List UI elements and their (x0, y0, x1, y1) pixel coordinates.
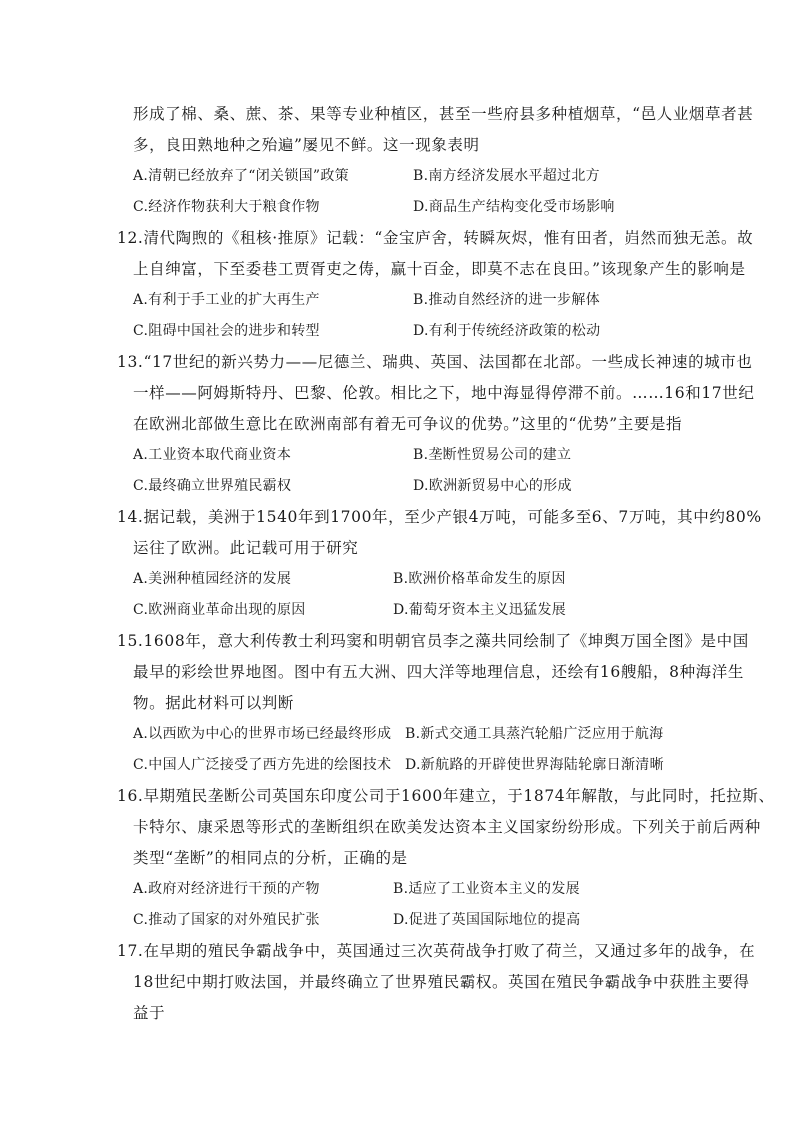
option-a: A.有利于手工业的扩大再生产 (133, 292, 320, 308)
question-text-line: 卡特尔、康采恩等形式的垄断组织在欧美发达资本主义国家纷纷形成。下列关于前后两种 (133, 818, 761, 836)
option-b: B.推动自然经济的进一步解体 (413, 292, 600, 308)
option-d: D.葡萄牙资本主义迅猛发展 (393, 602, 567, 618)
question-16-stem: 16.早期殖民垄断公司英国东印度公司于1600年建立，于1874年解散，与此同时，托拉斯、 (117, 787, 775, 805)
option-a: A.以西欧为中心的世界市场已经最终形成 (133, 726, 392, 742)
option-c: C.欧洲商业革命出现的原因 (133, 602, 306, 618)
question-17-stem: 17.在早期的殖民争霸战争中，英国通过三次英荷战争打败了荷兰，又通过多年的战争，在 (117, 942, 756, 960)
option-d: D.欧洲新贸易中心的形成 (413, 478, 572, 494)
option-b: B.垄断性贸易公司的建立 (413, 447, 572, 463)
question-15-stem: 15.1608年，意大利传教士利玛窦和明朝官员李之藻共同绘制了《坤舆万国全图》是中国 (117, 632, 749, 650)
question-text-line: 18世纪中期打败法国，并最终确立了世界殖民霸权。英国在殖民争霸战争中获胜主要得 (133, 973, 750, 991)
question-text-line: 运往了欧洲。此记载可用于研究 (133, 539, 359, 557)
question-text-line: 在欧洲北部做生意比在欧洲南部有着无可争议的优势。”这里的“优势”主要是指 (133, 415, 683, 433)
option-c: C.推动了国家的对外殖民扩张 (133, 912, 320, 928)
question-text-line: 类型“垄断”的相同点的分析，正确的是 (133, 849, 408, 867)
option-d: D.有利于传统经济政策的松动 (413, 323, 601, 339)
question-text-line: 上自绅富，下至委巷工贾胥吏之俦，赢十百金，即莫不志在良田。”该现象产生的影响是 (133, 260, 746, 278)
question-text-line: 一样——阿姆斯特丹、巴黎、伦敦。相比之下，地中海显得停滞不前。……16和17世纪 (133, 384, 755, 402)
option-b: B.适应了工业资本主义的发展 (393, 881, 580, 897)
option-d: D.新航路的开辟使世界海陆轮廓日渐清晰 (405, 757, 664, 773)
option-c: C.阻碍中国社会的进步和转型 (133, 323, 320, 339)
question-text-line: 最早的彩绘世界地图。图中有五大洲、四大洋等地理信息，还绘有16艘船，8种海洋生 (133, 663, 744, 681)
option-c: C.中国人广泛接受了西方先进的绘图技术 (133, 757, 392, 773)
option-a: A.工业资本取代商业资本 (133, 447, 292, 463)
option-b: B.南方经济发展水平超过北方 (413, 168, 600, 184)
option-c: C.经济作物获利大于粮食作物 (133, 199, 320, 215)
option-c: C.最终确立世界殖民霸权 (133, 478, 292, 494)
option-d: D.商品生产结构变化受市场影响 (413, 199, 615, 215)
question-text-line: 形成了棉、桑、蔗、茶、果等专业种植区，甚至一些府县多种植烟草，“邑人业烟草者甚 (133, 105, 754, 123)
question-14-stem: 14.据记载，美洲于1540年到1700年，至少产银4万吨，可能多至6、7万吨，其中约80% (117, 508, 762, 526)
option-a: A.美洲种植园经济的发展 (133, 571, 292, 587)
question-13-stem: 13.“17世纪的新兴势力——尼德兰、瑞典、英国、法国都在北部。一些成长神速的城市也 (117, 353, 753, 371)
question-text-line: 物。据此材料可以判断 (133, 694, 295, 712)
option-d: D.促进了英国国际地位的提高 (393, 912, 581, 928)
option-b: B.新式交通工具蒸汽轮船广泛应用于航海 (405, 726, 664, 742)
question-text-line: 益于 (133, 1004, 166, 1022)
option-a: A.政府对经济进行干预的产物 (133, 881, 320, 897)
question-12-stem: 12.清代陶煦的《租核·推原》记载：“金宝庐舍，转瞬灰烬，惟有田者，岿然而独无恙。故 (117, 229, 754, 247)
option-b: B.欧洲价格革命发生的原因 (393, 571, 566, 587)
question-text-line: 多，良田熟地种之殆遍”屡见不鲜。这一现象表明 (133, 136, 480, 154)
option-a: A.清朝已经放弃了“闭关锁国”政策 (133, 168, 349, 184)
